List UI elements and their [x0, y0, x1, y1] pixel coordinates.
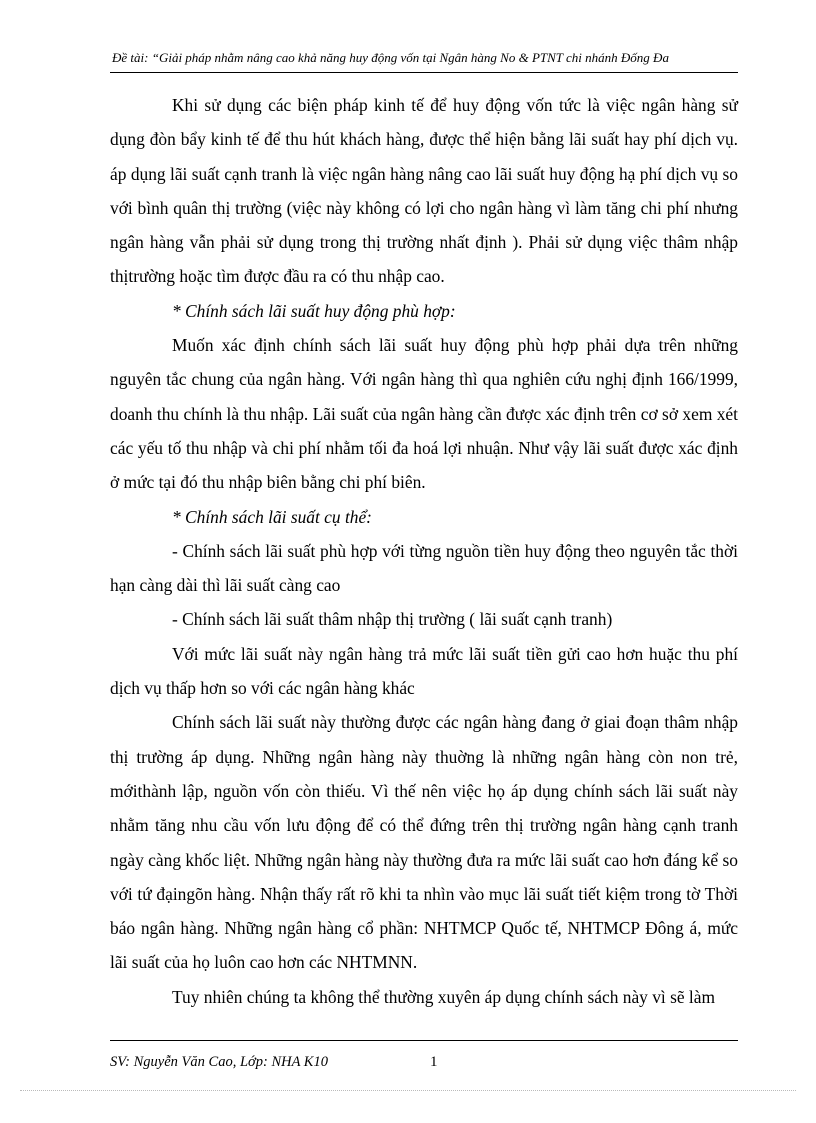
- footer-divider: [110, 1040, 738, 1041]
- section-heading: * Chính sách lãi suất huy động phù hợp:: [172, 300, 456, 321]
- paragraph: - Chính sách lãi suất phù hợp với từng nguồn tiền huy động theo nguyên tắc thời hạn càng dài thì lãi suất càng cao: [110, 540, 738, 596]
- document-body: [110, 88, 738, 1014]
- paragraph: Chính sách lãi suất này thường được các ngân hàng đang ở giai đoạn thâm nhập thị trường áp dụng. Những ngân hàng này thuờng là những ngân hàng còn non trẻ, mớithành lập, nguồn vốn còn thiếu. Vì thế nên việc họ áp dụng chính sách lãi suất này nhằm tăng nhu cầu vốn lưu động để có thể đứng trên thị trường ngân hàng cạnh tranh ngày càng khốc liệt. Những ngân hàng này thường đưa ra mức lãi suất cao hơn đáng kể so với tứ đạingõn hàng. Nhận thấy rất rõ khi ta nhìn vào mục lãi suất tiết kiệm trong tờ Thời báo ngân hàng. Những ngân hàng cổ phần: NHTMCP Quốc tế, NHTMCP Đông á, mức lãi suất của họ luôn cao hơn các NHTMNN.: [110, 712, 738, 973]
- paragraph: Với mức lãi suất này ngân hàng trả mức lãi suất tiền gửi cao hơn huặc thu phí dịch vụ thấp hơn so với các ngân hàng khác: [110, 643, 738, 699]
- paragraph: Khi sử dụng các biện pháp kinh tế để huy động vốn tức là việc ngân hàng sử dụng đòn bẩy kinh tế để thu hút khách hàng, được thể hiện bằng lãi suất hay phí dịch vụ. áp dụng lãi suất cạnh tranh là việc ngân hàng nâng cao lãi suất huy động hạ phí dịch vụ so với bình quân thị trường (việc này không có lợi cho ngân hàng vì làm tăng chi phí nhưng ngân hàng vẫn phải sử dụng trong thị trường nhất định ). Phải sử dụng việc thâm nhập thịtrường hoặc tìm được đầu ra có thu nhập cao.: [110, 95, 738, 287]
- page-number: 1: [430, 1054, 438, 1070]
- paragraph: Tuy nhiên chúng ta không thể thường xuyên áp dụng chính sách này vì sẽ làm: [172, 986, 715, 1007]
- header-divider: [110, 72, 738, 73]
- page-header: Đề tài: “Giải pháp nhằm nâng cao khả năng huy động vốn tại Ngân hàng No & PTNT chi nhánh Đống Đa: [112, 50, 669, 65]
- footer-author: SV: Nguyễn Văn Cao, Lớp: NHA K10: [110, 1054, 328, 1070]
- page-boundary: [20, 1090, 796, 1091]
- paragraph: - Chính sách lãi suất thâm nhập thị trường ( lãi suất cạnh tranh): [172, 609, 613, 630]
- paragraph: Muốn xác định chính sách lãi suất huy động phù hợp phải dựa trên những nguyên tắc chung của ngân hàng. Với ngân hàng thì qua nghiên cứu nghị định 166/1999, doanh thu chính là thu nhập. Lãi suất của ngân hàng cần được xác định trên cơ sở xem xét các yếu tố thu nhập và chi phí nhằm tối đa hoá lợi nhuận. Như vậy lãi suất được xác định ở mức tại đó thu nhập biên bằng chi phí biên.: [110, 335, 738, 493]
- section-heading: * Chính sách lãi suất cụ thể:: [172, 506, 372, 527]
